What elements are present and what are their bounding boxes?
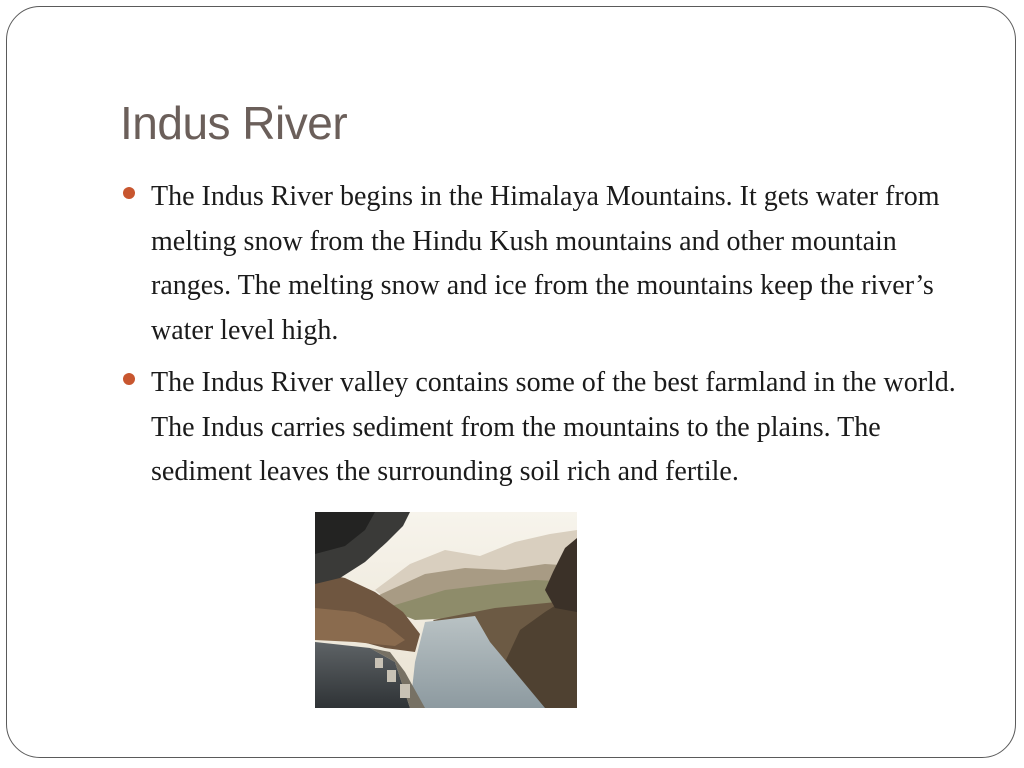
bullet-dot-icon (123, 187, 135, 199)
river-photo (315, 512, 577, 708)
bullet-text: The Indus River begins in the Himalaya Mountains. It gets water from melting snow from the Hindu Kush mountains and other mountain ranges. The melting snow and ice from the mountains keep the river’s water level high. (151, 181, 940, 346)
bullet-dot-icon (123, 373, 135, 385)
bullet-item (120, 175, 980, 353)
bullet-list (120, 175, 980, 503)
bullet-item (120, 361, 980, 495)
slide-title: Indus River (120, 97, 348, 149)
bullet-text: The Indus River valley contains some of the best farmland in the world. The Indus carries sediment from the mountains to the plains. The sediment leaves the surrounding soil rich and fertile. (151, 367, 956, 487)
